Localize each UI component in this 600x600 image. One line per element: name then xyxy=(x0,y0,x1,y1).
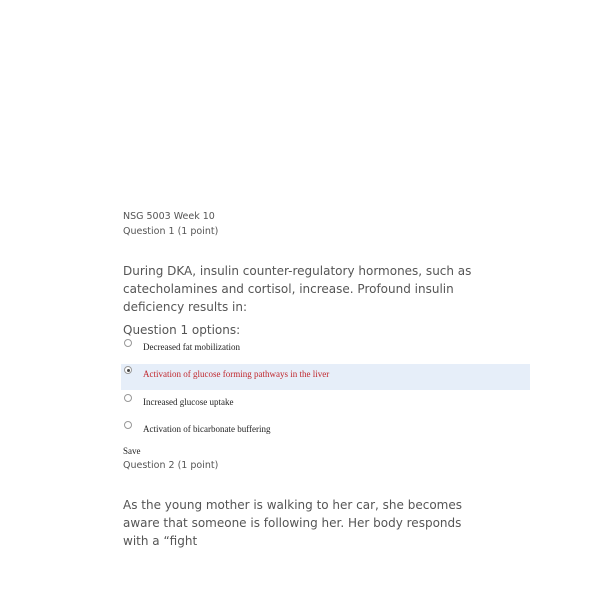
option-label: Activation of glucose forming pathways in the liver xyxy=(143,369,330,379)
radio-button[interactable] xyxy=(124,421,132,429)
question-1-heading: Question 1 (1 point) xyxy=(123,226,219,237)
option-4[interactable] xyxy=(121,419,530,445)
option-1[interactable] xyxy=(121,337,530,363)
course-title: NSG 5003 Week 10 xyxy=(123,211,215,222)
save-button[interactable]: Save xyxy=(123,446,141,456)
radio-button-checked[interactable] xyxy=(124,366,132,374)
option-2-selected[interactable] xyxy=(121,364,530,390)
radio-button[interactable] xyxy=(124,394,132,402)
option-3[interactable] xyxy=(121,392,530,418)
radio-button[interactable] xyxy=(124,339,132,347)
option-label: Decreased fat mobilization xyxy=(143,342,240,352)
question-2-text: As the young mother is walking to her car, she becomes aware that someone is following her. Her body responds with a “fight xyxy=(123,498,462,548)
question-1-text: During DKA, insulin counter-regulatory hormones, such as catecholamines and cortisol, increase. Profound insulin deficiency results in: xyxy=(123,264,472,314)
option-label: Activation of bicarbonate buffering xyxy=(143,424,271,434)
question-2-heading: Question 2 (1 point) xyxy=(123,460,219,471)
question-1-options-label: Question 1 options: xyxy=(123,323,241,337)
option-label: Increased glucose uptake xyxy=(143,397,234,407)
